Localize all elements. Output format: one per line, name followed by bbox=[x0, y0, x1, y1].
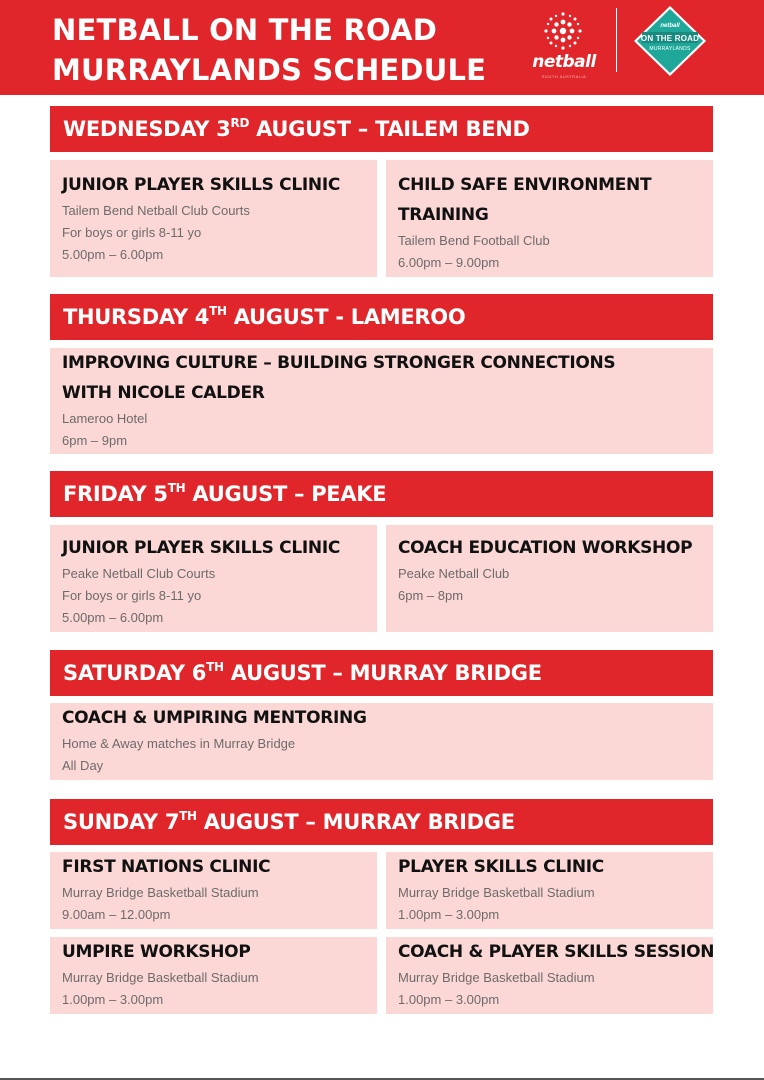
event-card bbox=[386, 937, 713, 1014]
event-venue: Peake Netball Club bbox=[398, 566, 510, 581]
page-title-line-2: MURRAYLANDS SCHEDULE bbox=[52, 53, 487, 87]
event-title: COACH & UMPIRING MENTORING bbox=[62, 708, 367, 728]
day-ordinal: TH bbox=[179, 809, 197, 823]
day-header-wednesday bbox=[50, 106, 713, 152]
event-time: All Day bbox=[62, 758, 104, 773]
event-venue: Home & Away matches in Murray Bridge bbox=[62, 736, 296, 751]
event-card bbox=[50, 525, 377, 632]
day-ordinal: RD bbox=[230, 116, 250, 130]
event-venue: Murray Bridge Basketball Stadium bbox=[62, 885, 259, 900]
day-label: SATURDAY 6 bbox=[63, 661, 207, 685]
netball-logo-subtext: SOUTH AUSTRALIA bbox=[541, 74, 587, 79]
day-ordinal: TH bbox=[167, 481, 186, 495]
day-location: AUGUST – MURRAY BRIDGE bbox=[196, 810, 515, 834]
page-title-line-1: NETBALL ON THE ROAD bbox=[52, 13, 437, 47]
day-label: SUNDAY 7 bbox=[63, 810, 180, 834]
otr-logo-region: MURRAYLANDS bbox=[649, 46, 691, 52]
event-title: IMPROVING CULTURE – BUILDING STRONGER CONNECTIONS WITH NICOLE CALDER bbox=[62, 353, 616, 403]
event-title: CHILD SAFE ENVIRONMENT TRAINING bbox=[398, 175, 652, 225]
day-label: FRIDAY 5 bbox=[63, 482, 168, 506]
event-card bbox=[50, 852, 377, 929]
day-location: AUGUST - LAMEROO bbox=[226, 305, 466, 329]
event-venue: Murray Bridge Basketball Stadium bbox=[62, 970, 259, 985]
page-header bbox=[0, 0, 764, 95]
event-venue: Tailem Bend Netball Club Courts bbox=[62, 203, 250, 218]
event-time: 6pm – 8pm bbox=[398, 588, 464, 603]
event-title: UMPIRE WORKSHOP bbox=[62, 942, 251, 962]
otr-logo-brand: netball bbox=[660, 23, 680, 29]
event-card bbox=[50, 348, 713, 454]
event-time: 1.00pm – 3.00pm bbox=[398, 907, 500, 922]
day-location: AUGUST – PEAKE bbox=[185, 482, 387, 506]
logo-divider bbox=[616, 8, 617, 72]
event-card bbox=[50, 937, 377, 1014]
event-venue: Lameroo Hotel bbox=[62, 411, 148, 426]
day-ordinal: TH bbox=[206, 660, 224, 674]
event-card bbox=[386, 525, 713, 632]
event-title: JUNIOR PLAYER SKILLS CLINIC bbox=[62, 538, 341, 558]
event-title: FIRST NATIONS CLINIC bbox=[62, 857, 271, 877]
day-header-friday bbox=[50, 471, 713, 517]
event-time: 5.00pm – 6.00pm bbox=[62, 247, 164, 262]
event-venue: Murray Bridge Basketball Stadium bbox=[398, 885, 595, 900]
event-time: 1.00pm – 3.00pm bbox=[62, 992, 164, 1007]
event-time: 6pm – 9pm bbox=[62, 433, 128, 448]
otr-logo-title: ON THE ROAD bbox=[640, 34, 700, 43]
event-title: JUNIOR PLAYER SKILLS CLINIC bbox=[62, 175, 341, 195]
event-card bbox=[386, 160, 713, 277]
day-ordinal: TH bbox=[209, 304, 227, 318]
day-header-thursday bbox=[50, 294, 713, 340]
day-location: AUGUST – MURRAY BRIDGE bbox=[223, 661, 542, 685]
day-location: AUGUST – TAILEM BEND bbox=[249, 117, 530, 141]
event-eligibility: For boys or girls 8-11 yo bbox=[62, 588, 202, 603]
event-card bbox=[50, 160, 377, 277]
day-header-sunday bbox=[50, 799, 713, 845]
day-label: WEDNESDAY 3 bbox=[63, 117, 231, 141]
netball-dots-logo-icon bbox=[540, 8, 586, 54]
event-time: 6.00pm – 9.00pm bbox=[398, 255, 500, 270]
netball-logo bbox=[526, 8, 602, 80]
event-title: PLAYER SKILLS CLINIC bbox=[398, 857, 604, 877]
event-title: COACH & PLAYER SKILLS SESSION bbox=[398, 942, 715, 962]
day-header-saturday bbox=[50, 650, 713, 696]
event-venue: Tailem Bend Football Club bbox=[398, 233, 550, 248]
netball-logo-wordmark: netball bbox=[532, 52, 596, 72]
page-title bbox=[52, 10, 486, 90]
event-venue: Murray Bridge Basketball Stadium bbox=[398, 970, 595, 985]
event-eligibility: For boys or girls 8-11 yo bbox=[62, 225, 202, 240]
event-title: COACH EDUCATION WORKSHOP bbox=[398, 538, 693, 558]
event-time: 5.00pm – 6.00pm bbox=[62, 610, 164, 625]
event-card bbox=[50, 703, 713, 780]
event-venue: Peake Netball Club Courts bbox=[62, 566, 216, 581]
day-label: THURSDAY 4 bbox=[63, 305, 210, 329]
on-the-road-logo bbox=[632, 5, 708, 77]
event-time: 9.00am – 12.00pm bbox=[62, 907, 171, 922]
event-time: 1.00pm – 3.00pm bbox=[398, 992, 500, 1007]
event-card bbox=[386, 852, 713, 929]
